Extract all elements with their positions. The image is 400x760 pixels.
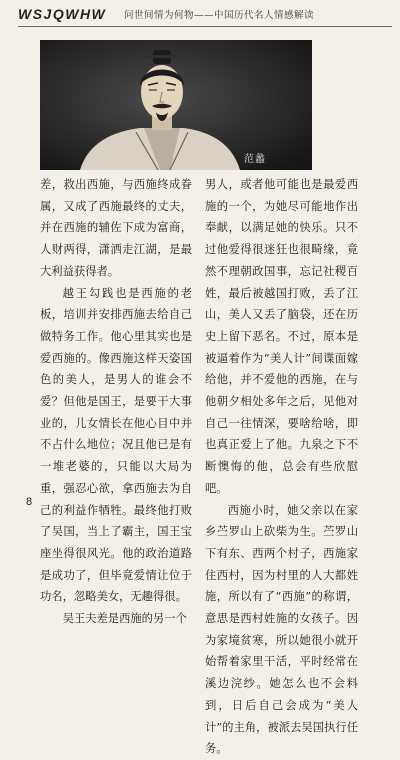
header-rule [18, 26, 392, 27]
paragraph: 差，救出西施，与西施终成眷属，又成了西施最终的丈夫，并在西施的辅佐下成为富商，人财两得，潇洒走江湖，是最大利益获得者。 [40, 178, 192, 278]
paragraph: 吴王夫差是西施的另一个 [62, 612, 187, 626]
portrait-illustration [40, 40, 312, 170]
left-column [40, 174, 192, 630]
figure-caption: 范蠡 [244, 154, 266, 165]
portrait-figure [40, 40, 312, 170]
header-subtitle: 问世间情为何物——中国历代名人情感解读 [124, 10, 315, 21]
header-brand: WSJQWHW [18, 6, 107, 22]
right-column [205, 174, 358, 760]
paragraph: 西施小时，她父亲以在家乡苎罗山上砍柴为生。苎罗山下有东、西两个村子，西施家住西村，因为村里的人大都姓施，所以有了“西施”的称谓，意思是西村姓施的女孩子。因为家境贫寒，所以她很小就开始帮着家里干活，平时经常在溪边浣纱。她怎么也不会料到，日后自己会成为“美人计”的主角，被派去吴国执行任务。 [205, 503, 358, 756]
paragraph: 越王勾践也是西施的老板，培训并安排西施去给自己做特务工作。他心里其实也是爱西施的。像西施这样天姿国色的美人，是男人的谁会不爱？但他是国王，是要干大事业的，儿女情长在他心目中并不占什么地位；况且他已是有一堆老婆的，只能以大局为重，强忍心欲，拿西施去为自己的利益作牺牲。最终他打败了吴国，当上了霸主，国王宝座坐得很风光。他的政治道路是成功了，但毕竟爱情让位于功名，忽略美女，无趣得很。 [40, 286, 192, 604]
page-number: 8 [26, 496, 33, 508]
running-header [0, 0, 400, 30]
paragraph: 男人，或者他可能也是最爱西施的一个，为她尽可能地作出奉献，以满足她的快乐。只不过他爱得很迷狂也很畸缘，竟然不理朝政国事，忘记社稷百姓，最后被越国打败，丢了江山，美人又丢了脑袋，还在历史上留下恶名。不过，原本是被逼着作为“美人计”间谍面嫁给他，并不爱他的西施，在与他朝夕相处多年之后，见他对自己一往情深，要啥给啥，即也真正爱上了他。九泉之下不断懊悔的他，总会有些欣慰吧。 [205, 178, 358, 495]
